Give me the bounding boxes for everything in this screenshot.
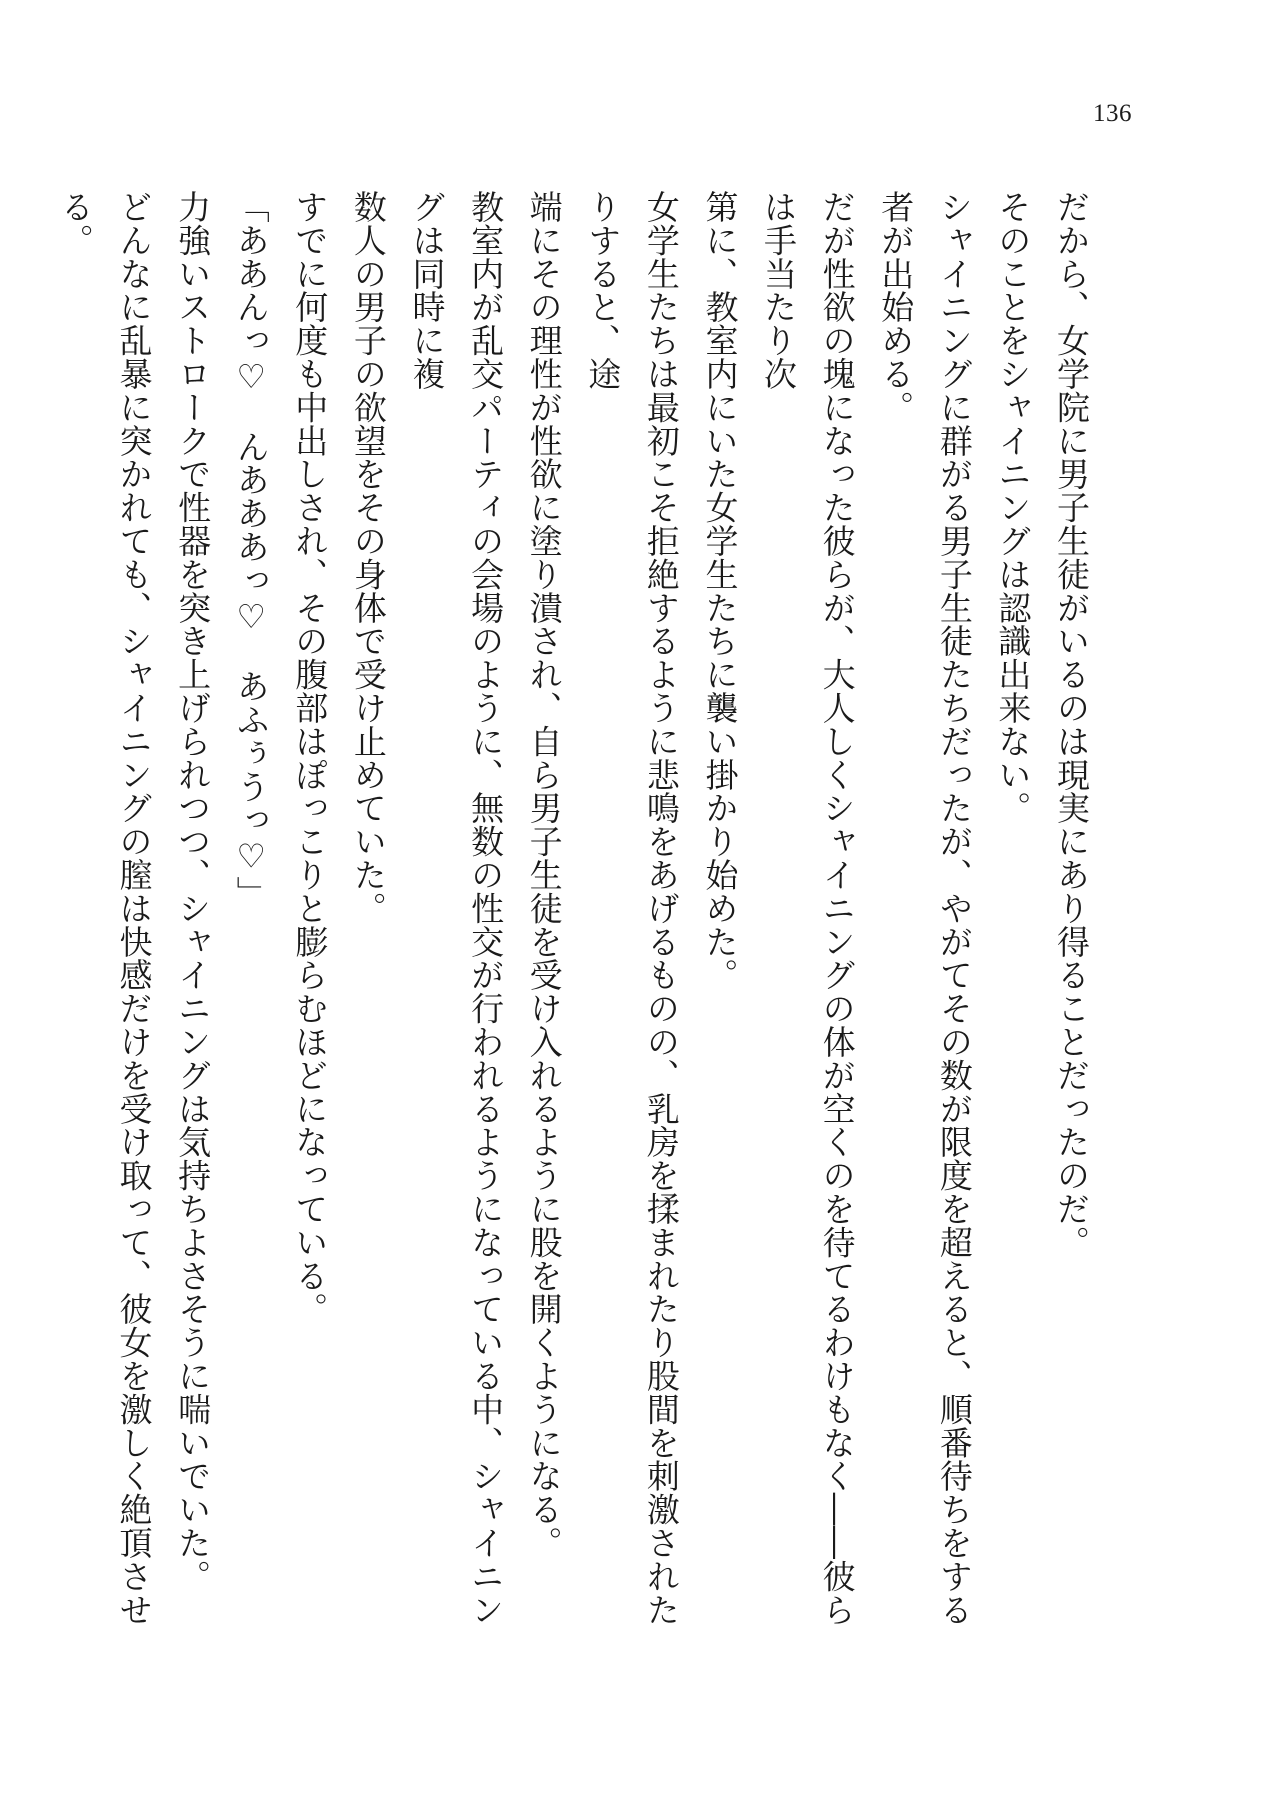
text-line: 第に、教室内にいた女学生たちに襲い掛かり始めた。 <box>700 190 740 992</box>
text-line: 女学生たちは最初こそ拒絶するように悲鳴をあげるものの、乳房を揉まれたり股間を刺激されたりすると、途 <box>583 190 681 1627</box>
text-line: 端にその理性が性欲に塗り潰され、自ら男子生徒を受け入れるように股を開くようになる。 <box>524 190 564 1560</box>
body-text <box>45 190 1100 1650</box>
text-line: シャイニングに群がる男子生徒たちだったが、やがてその数が限度を超えると、順番待ちをする者が出始める。 <box>876 190 974 1627</box>
text-line: どんなに乱暴に突かれても、シャイニングの膣は快感だけを受け取って、彼女を激しく絶頂させる。 <box>55 190 154 1627</box>
text-line: 力強いストロークで性器を突き上げられつつ、シャイニングは気持ちよさそうに喘いでいた。 <box>173 190 213 1593</box>
text-line: だから、女学院に男子生徒がいるのは現実にあり得ることだったのだ。 <box>1052 190 1091 1259</box>
text-line: 数人の男子の欲望をその身体で受け止めていた。 <box>348 190 388 925</box>
text-line: すでに何度も中出しされ、その腹部はぽっこりと膨らむほどになっている。 <box>290 190 330 1326</box>
dialogue-line: 「ああんっ♡ んあああっ♡ あふぅうっ♡」 <box>231 190 271 910</box>
text-line: そのことをシャイニングは認識出来ない。 <box>993 190 1033 825</box>
page-number: 136 <box>1093 100 1132 127</box>
text-line: だが性欲の塊になった彼らが、大人しくシャイニングの体が空くのを待てるわけもなく――彼らは手当たり次 <box>759 190 857 1627</box>
text-line: 教室内が乱交パーティの会場のように、無数の性交が行われるようになっている中、シャイニングは同時に複 <box>407 190 506 1627</box>
